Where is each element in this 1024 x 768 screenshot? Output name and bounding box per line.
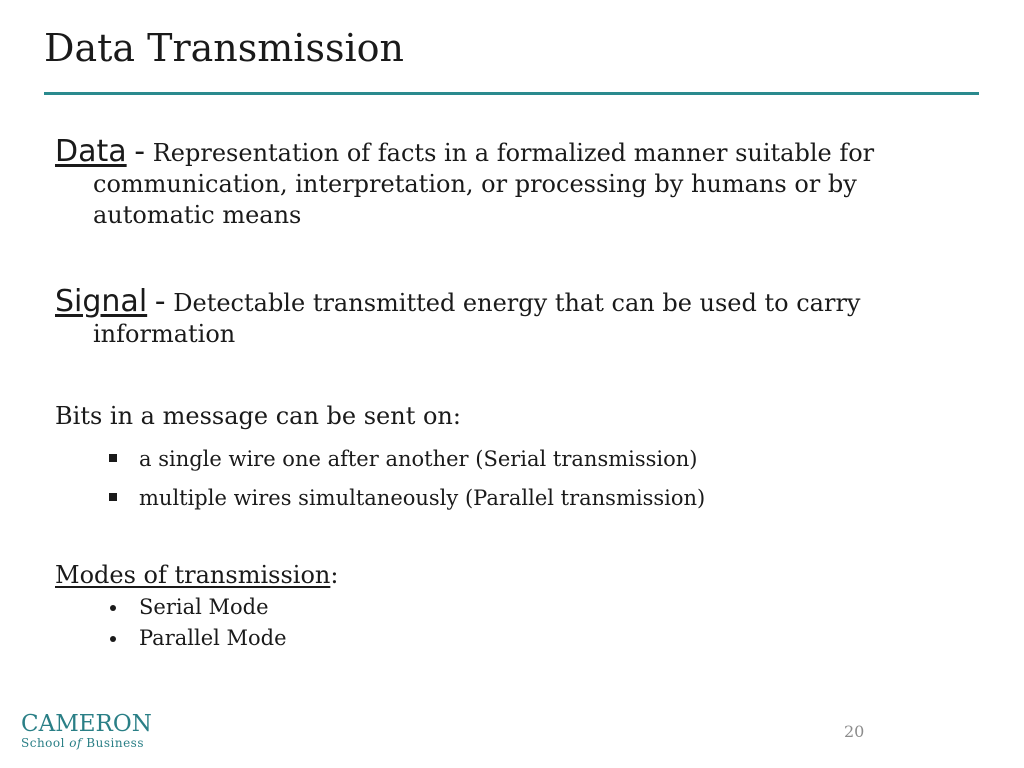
- data-term: Data: [55, 134, 127, 169]
- square-bullet-icon: [109, 454, 117, 462]
- cameron-logo: [21, 712, 152, 750]
- title-divider: [44, 92, 979, 95]
- logo-wordmark: CAMERON: [21, 711, 152, 737]
- list-item: [108, 592, 287, 623]
- list-item-text: multiple wires simultaneously (Parallel transmission): [139, 486, 706, 510]
- modes-list: [108, 592, 287, 654]
- modes-heading-colon: :: [330, 561, 339, 589]
- signal-term: Signal: [55, 284, 148, 319]
- logo-business: Business: [86, 736, 144, 750]
- square-bullet-icon: [109, 493, 117, 501]
- logo-of: of: [69, 736, 82, 750]
- data-definition-text: Representation of facts in a formalized manner suitable for communication, interpretation, or processing by humans or by automatic means: [93, 139, 875, 229]
- bits-list: [108, 444, 705, 522]
- list-item: [108, 483, 705, 513]
- list-item-text: Parallel Mode: [139, 626, 287, 650]
- list-item: [108, 623, 287, 654]
- bits-intro: Bits in a message can be sent on:: [55, 402, 461, 430]
- signal-definition: [55, 286, 953, 350]
- signal-definition-text: Detectable transmitted energy that can be used to carry information: [93, 289, 861, 348]
- logo-subtitle: [21, 736, 152, 750]
- data-separator: -: [134, 134, 146, 169]
- page-number: 20: [844, 722, 865, 741]
- logo-school: School: [21, 736, 65, 750]
- list-item: [108, 444, 705, 474]
- signal-separator: -: [154, 284, 166, 319]
- slide-title: Data Transmission: [44, 26, 404, 70]
- round-bullet-icon: [110, 605, 116, 611]
- list-item-text: a single wire one after another (Serial transmission): [139, 447, 698, 471]
- modes-heading-text: Modes of transmission: [55, 561, 331, 589]
- data-definition: [55, 136, 953, 231]
- round-bullet-icon: [110, 636, 116, 642]
- modes-heading: [55, 560, 915, 591]
- list-item-text: Serial Mode: [139, 595, 269, 619]
